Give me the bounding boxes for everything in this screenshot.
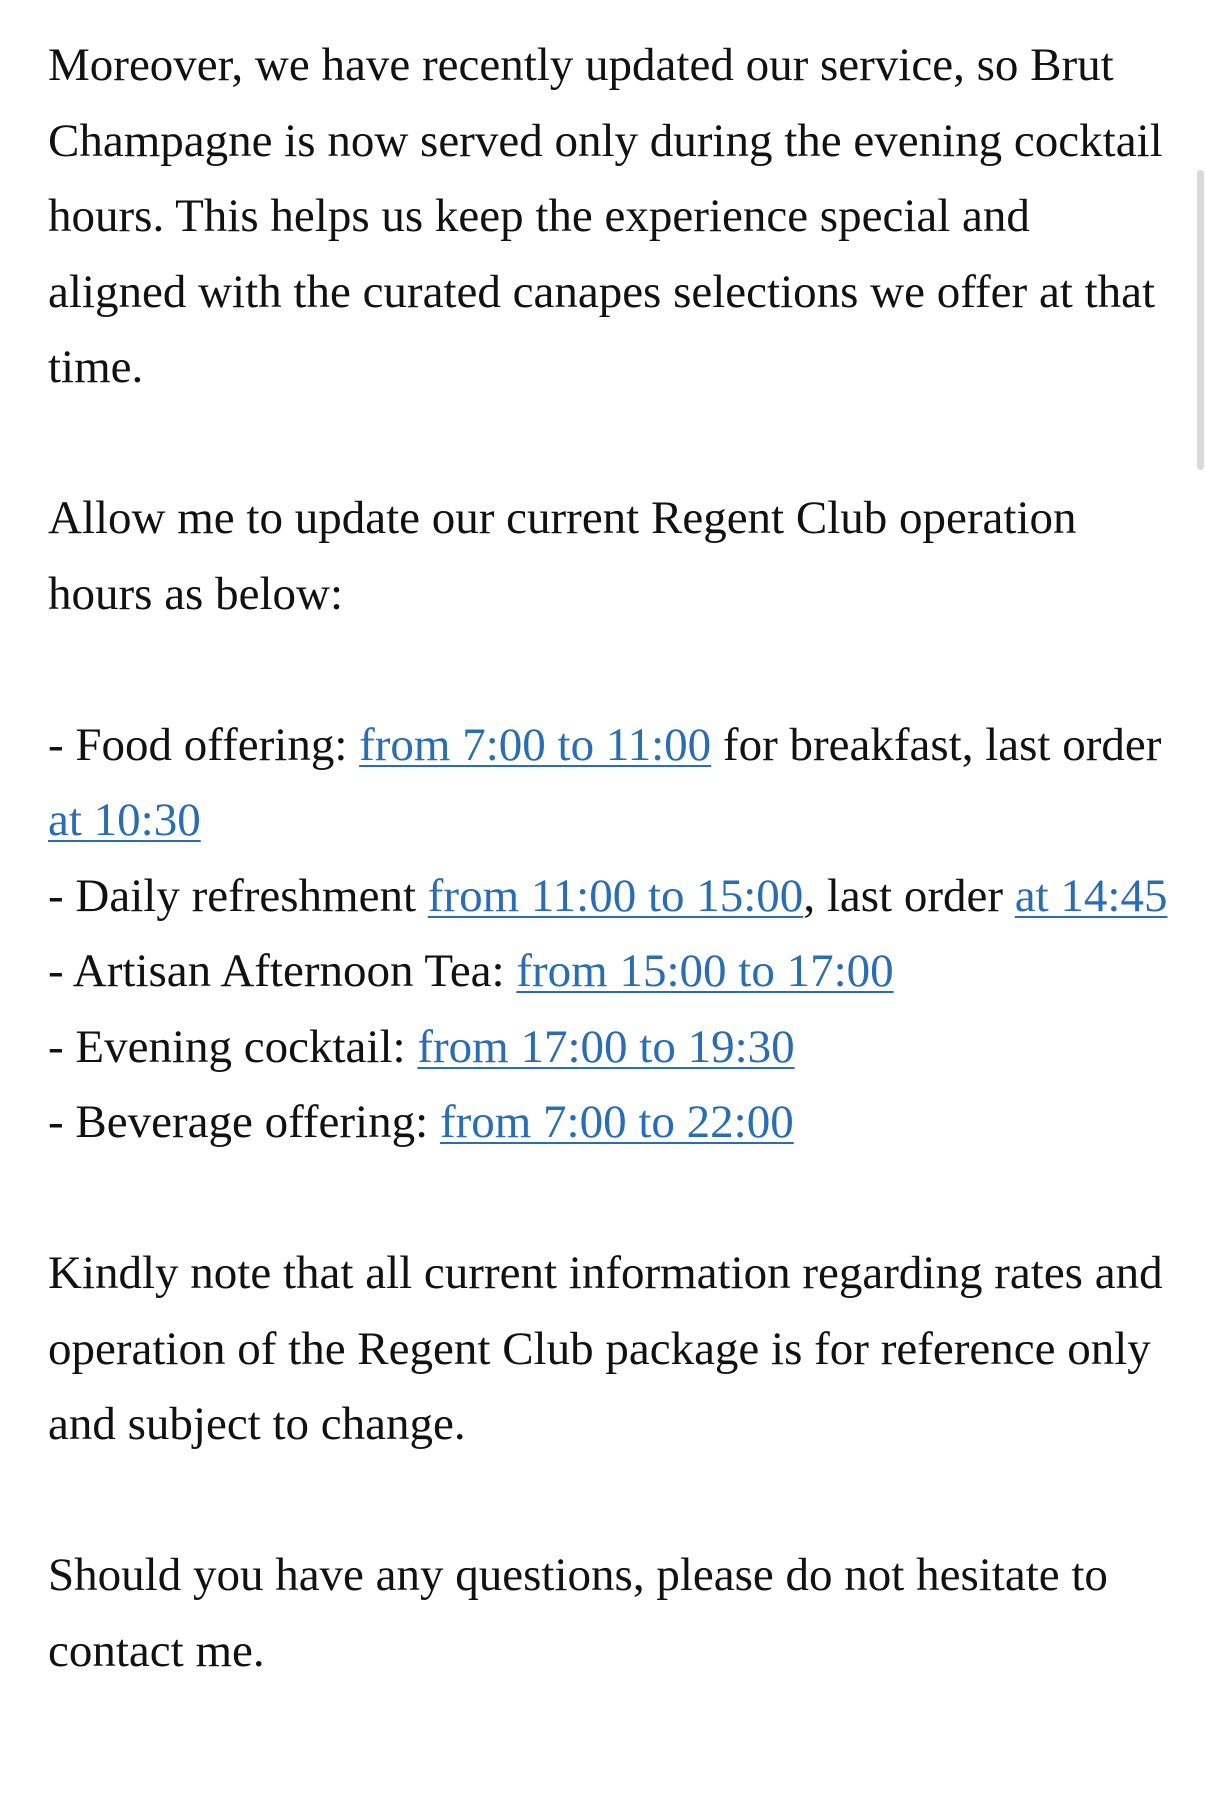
food-offering-label: - Food offering: (48, 718, 360, 771)
scrollbar-thumb[interactable] (1197, 170, 1204, 470)
operation-hours-list (48, 708, 1176, 1161)
beverage-offering-label: - Beverage offering: (48, 1096, 440, 1148)
paragraph-disclaimer: Kindly note that all current information regarding rates and operation of the Regent Club package is for reference only and subject to change. (48, 1247, 1163, 1450)
afternoon-tea-label: - Artisan Afternoon Tea: (48, 945, 517, 997)
evening-cocktail-line (48, 1021, 795, 1073)
daily-refreshment-time-link[interactable]: from 11:00 to 15:00 (427, 869, 804, 922)
afternoon-tea-line (48, 945, 894, 997)
food-offering-time-link[interactable]: from 7:00 to 11:00 (359, 718, 712, 771)
food-offering-line (48, 719, 1161, 847)
afternoon-tea-time-link[interactable]: from 15:00 to 17:00 (516, 945, 894, 997)
daily-refreshment-label: - Daily refreshment (48, 869, 428, 922)
paragraph-hours-intro: Allow me to update our current Regent Club operation hours as below: (48, 492, 1077, 620)
vertical-scrollbar[interactable] (1194, 170, 1206, 470)
food-last-order-time-link[interactable]: at 10:30 (48, 794, 201, 846)
daily-refreshment-line (48, 870, 1167, 922)
daily-refreshment-middle-text: , last order (803, 869, 1015, 922)
paragraph-service-update: Moreover, we have recently updated our service, so Brut Champagne is now served only during the evening cocktail hours. This helps us keep the experience special and aligned with the curated canapes selections we offer at that time. (48, 39, 1163, 393)
beverage-offering-time-link[interactable]: from 7:00 to 22:00 (439, 1096, 794, 1148)
evening-cocktail-time-link[interactable]: from 17:00 to 19:30 (417, 1020, 795, 1073)
evening-cocktail-label: - Evening cocktail: (48, 1020, 418, 1073)
email-body (48, 28, 1176, 1765)
paragraph-contact: Should you have any questions, please do not hesitate to contact me. (48, 1549, 1108, 1677)
refreshment-last-order-time-link[interactable]: at 14:45 (1014, 869, 1168, 922)
food-offering-middle-text: for breakfast, last order (711, 718, 1162, 771)
beverage-offering-line (48, 1096, 794, 1148)
